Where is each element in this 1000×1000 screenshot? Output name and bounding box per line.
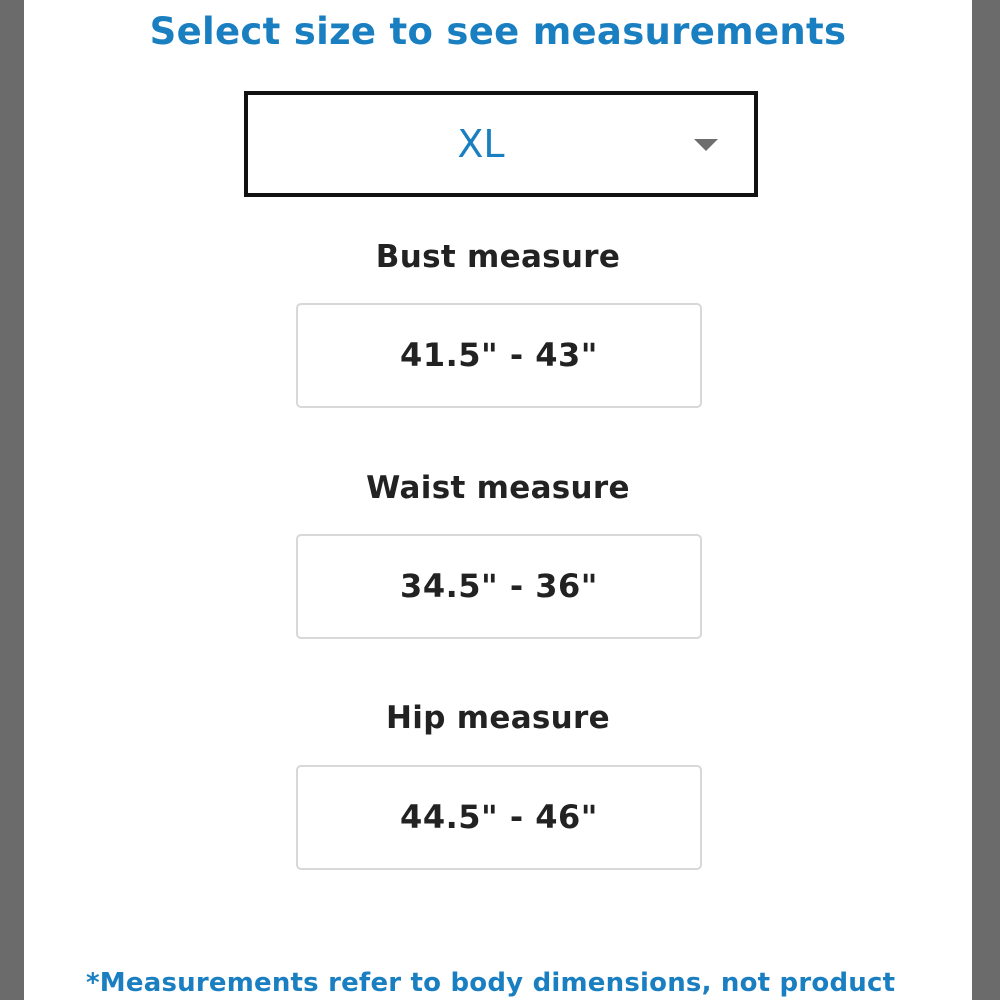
waist-measure-value: 34.5" - 36" bbox=[296, 534, 702, 639]
size-select-value: XL bbox=[457, 122, 505, 166]
measurements-footnote: *Measurements refer to body dimensions, not product bbox=[86, 968, 896, 998]
bust-measure-value: 41.5" - 43" bbox=[296, 303, 702, 408]
size-select[interactable] bbox=[244, 91, 758, 197]
page-title: Select size to see measurements bbox=[149, 10, 847, 53]
hip-measure-value: 44.5" - 46" bbox=[296, 765, 702, 870]
chevron-down-icon bbox=[694, 139, 718, 151]
hip-measure-label: Hip measure bbox=[386, 700, 610, 736]
size-guide-panel bbox=[24, 0, 972, 1000]
waist-measure-label: Waist measure bbox=[366, 470, 630, 506]
bust-measure-label: Bust measure bbox=[375, 239, 621, 275]
